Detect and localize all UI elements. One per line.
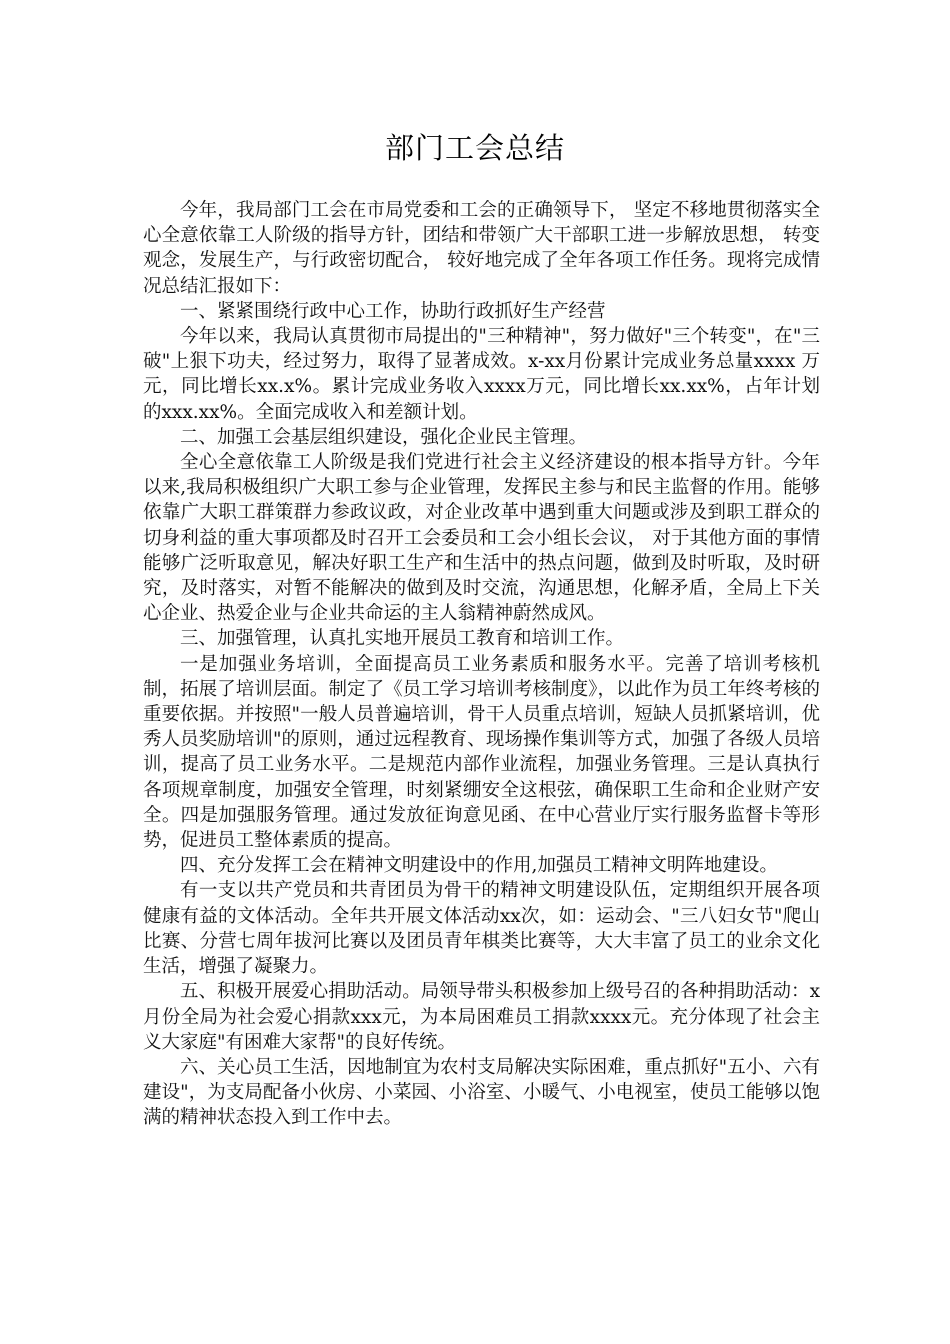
- paragraph-section-5: 五、积极开展爱心捐助活动。局领导带头积极参加上级号召的各种捐助活动：x月份全局为社会爱心捐款xxx元，为本局困难员工捐款xxxx元。充分体现了社会主义大家庭"有困难大家帮"的良好传统。: [143, 981, 820, 1053]
- heading-section-4: 四、充分发挥工会在精神文明建设中的作用,加强员工精神文明阵地建设。: [180, 855, 778, 877]
- document-body: [143, 198, 820, 1131]
- heading-section-2: 二、加强工会基层组织建设，强化企业民主管理。: [180, 426, 588, 448]
- document-title: 部门工会总结: [384, 131, 565, 165]
- paragraph-intro: 今年，我局部门工会在市局党委和工会的正确领导下， 坚定不移地贯彻落实全心全意依靠工人阶级的指导方针，团结和带领广大干部职工进一步解放思想， 转变观念，发展生产，与行政密切配合， 较好地完成了全年各项工作任务。现将完成情况总结汇报如下：: [143, 200, 820, 297]
- paragraph-section-1: 今年以来，我局认真贯彻市局提出的"三种精神"，努力做好"三个转变"，在"三破"上狠下功夫，经过努力，取得了显著成效。x-xx月份累计完成业务总量xxxx 万元，同比增长xx.x%。累计完成业务收入xxxx万元，同比增长xx.xx%，占年计划的xxx.xx%。全面完成收入和差额计划。: [143, 326, 820, 423]
- heading-section-1: 一、紧紧围绕行政中心工作，协助行政抓好生产经营: [180, 300, 606, 322]
- paragraph-section-2: 全心全意依靠工人阶级是我们党进行社会主义经济建设的根本指导方针。今年以来,我局积极组织广大职工参与企业管理，发挥民主参与和民主监督的作用。能够依靠广大职工群策群力参政议政，对企业改革中遇到重大问题或涉及到职工群众的切身利益的重大事项都及时召开工会委员和工会小组长会议， 对于其他方面的事情能够广泛听取意见，解决好职工生产和生活中的热点问题，做到及时听取，及时研究，及时落实，对暂不能解决的做到及时交流，沟通思想，化解矛盾，全局上下关心企业、热爱企业与企业共命运的主人翁精神蔚然成风。: [143, 452, 820, 625]
- paragraph-section-4: 有一支以共产党员和共青团员为骨干的精神文明建设队伍，定期组织开展各项健康有益的文体活动。全年共开展文体活动xx次，如：运动会、"三八妇女节"爬山比赛、分营七周年拔河比赛以及团员青年棋类比赛等，大大丰富了员工的业余文化生活，增强了凝聚力。: [143, 880, 820, 978]
- paragraph-section-6: 六、关心员工生活，因地制宜为农村支局解决实际困难，重点抓好"五小、六有建设"，为支局配备小伙房、小菜园、小浴室、小暖气、小电视室，使员工能够以饱满的精神状态投入到工作中去。: [143, 1056, 820, 1129]
- heading-section-3: 三、加强管理，认真扎实地开展员工教育和培训工作。: [180, 628, 625, 650]
- paragraph-section-3: 一是加强业务培训，全面提高员工业务素质和服务水平。完善了培训考核机制，拓展了培训层面。制定了《员工学习培训考核制度》，以此作为员工年终考核的重要依据。并按照"一般人员普遍培训，骨干人员重点培训，短缺人员抓紧培训，优秀人员奖励培训"的原则，通过远程教育、现场操作集训等方式，加强了各级人员培训，提高了员工业务水平。二是规范内部作业流程，加强业务管理。三是认真执行各项规章制度，加强安全管理，时刻紧绷安全这根弦，确保职工生命和企业财产安全。四是加强服务管理。通过发放征询意见函、在中心营业厅实行服务监督卡等形势，促进员工整体素质的提高。: [143, 653, 820, 852]
